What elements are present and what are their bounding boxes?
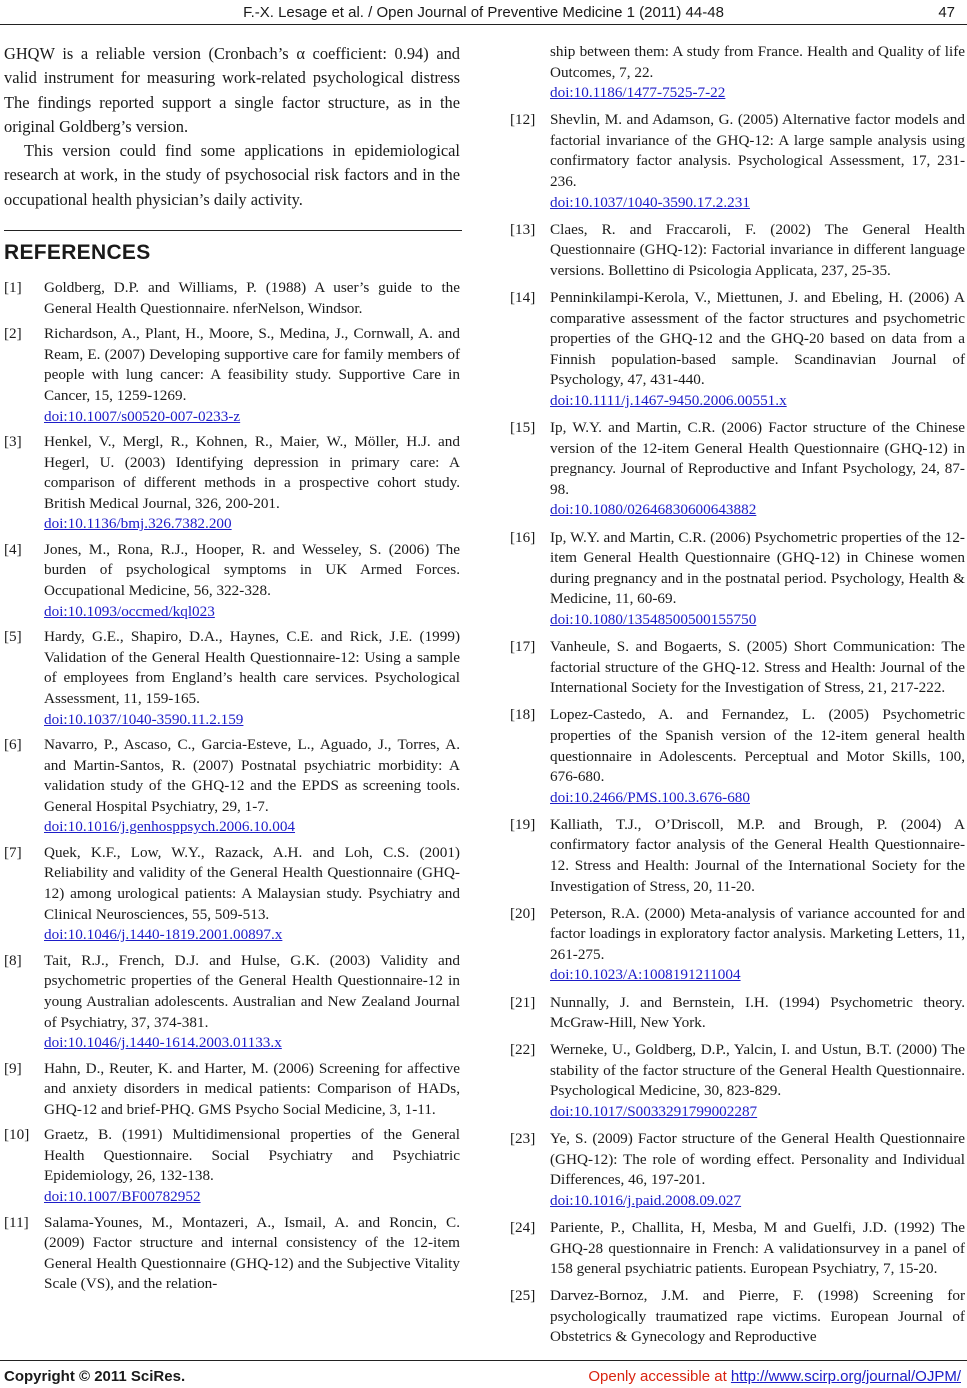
reference-doi-link[interactable]: doi:10.1007/BF00782952 [44,1188,201,1206]
reference-doi-link[interactable]: doi:10.1023/A:1008191211004 [550,966,741,984]
reference-number: [6] [4,736,22,753]
reference-number: [13] [510,220,536,238]
reference-doi-link[interactable]: doi:10.1037/1040-3590.17.2.231 [550,193,750,211]
reference-doi-link[interactable]: doi:10.1080/13548500500155750 [550,610,757,628]
references-heading: REFERENCES [4,241,151,265]
reference-text: Ip, W.Y. and Martin, C.R. (2006) Psychometric properties of the 12-item General Health Questionnaire (GHQ-12) in Chinese women during pregnancy and in the postnatal period. Psychology, Health & Medicine, 11, 60-69. [550,528,965,608]
reference-item [510,637,965,699]
reference-text: Henkel, V., Mergl, R., Kohnen, R., Maier, W., Möller, H.J. and Hegerl, U. (2003) Identifying depression in primary care: A comparison of different methods in a prospective cohort study. British Medical Journal, 326, 200-201. [44,433,460,512]
page-header [0,4,967,24]
reference-number: [16] [510,528,536,546]
reference-number: [5] [4,628,22,646]
reference-text: Jones, M., Rona, R.J., Hooper, R. and Wesseley, S. (2006) The burden of psychological symptoms in UK Armed Forces. Occupational Medicine, 56, 322-328. [44,540,460,600]
reference-doi-link[interactable]: doi:10.1080/02646830600643882 [550,501,757,519]
reference-text: Salama-Younes, M., Montazeri, A., Ismail, A. and Roncin, C. (2009) Factor structure and internal consistency of the 12-item General Health Questionnaire (GHQ-12) and the Subjective Vitality Scale (VS), and the relation- [44,1213,460,1293]
reference-number: [12] [510,111,536,129]
reference-list-left [4,278,460,1295]
reference-item [4,1125,460,1207]
reference-item [510,1129,965,1211]
reference-text: Nunnally, J. and Bernstein, I.H. (1994) Psychometric theory. McGraw-Hill, New York. [550,993,965,1032]
reference-item [510,288,965,412]
left-column [4,42,460,1300]
reference-item [510,1218,965,1280]
reference-doi-link[interactable]: doi:10.1046/j.1440-1819.2001.00897.x [44,926,283,944]
reference-number: [23] [510,1130,536,1148]
reference-item [510,220,965,282]
header-rule [0,24,967,25]
reference-item [4,432,460,535]
reference-item [4,278,460,319]
running-title: F.-X. Lesage et al. / Open Journal of Preventive Medicine 1 (2011) 44-48 [243,4,724,21]
reference-text: Penninkilampi-Kerola, V., Miettunen, J. and Ebeling, H. (2006) A comparative assessment of the factor structures and psychometric properties of the GHQ-12 and the GHQ-20 based on data from a Finnish population-based sample. Scandinavian Journal of Psychology, 47, 431-440. [550,289,965,389]
reference-text: Lopez-Castedo, A. and Fernandez, L. (2005) Psychometric properties of the Spanish version of the 12-item general health questionnaire in Adolescents. Perceptual and Motor Skills, 100, 676-680. [550,706,965,786]
reference-item [510,904,965,986]
reference-doi-link[interactable]: doi:10.1186/1477-7525-7-22 [550,84,726,102]
reference-number: [7] [4,843,22,861]
body-paragraph-1: GHQW is a reliable version (Cronbach’s α coefficient: 0.94) and valid instrument for measuring work-related psychological distress The findings reported support a single factor structure, as in the original Goldberg’s version. [4,44,460,136]
reference-number: [9] [4,1059,22,1077]
reference-text: Ip, W.Y. and Martin, C.R. (2006) Factor structure of the Chinese version of the 12-item General Health Questionnaire (GHQ-12) in pregnancy. Journal of Reproductive and Infant Psychology, 24, 87-98. [550,419,965,498]
reference-text: Tait, R.J., French, D.J. and Hulse, G.K. (2003) Validity and psychometric properties of the General Health Questionnaire-12 in young Australian adolescents. Australian and New Zealand Journal of Psychiatry, 37, 374-381. [44,951,460,1031]
reference-item [510,815,965,897]
reference-item [4,1213,460,1295]
reference-item [510,1040,965,1122]
reference-doi-link[interactable]: doi:10.1037/1040-3590.11.2.159 [44,710,244,728]
reference-number: [25] [510,1287,536,1305]
reference-item [510,1286,965,1348]
reference-text: Werneke, U., Goldberg, D.P., Yalcin, I. and Ustun, B.T. (2000) The stability of the factor structure of the General Health Questionnaire. Psychological Medicine, 30, 823-829. [550,1041,965,1100]
reference-item [4,843,460,946]
reference-item [4,1059,460,1121]
reference-list-right [510,42,965,1348]
reference-text: Kalliath, T.J., O’Driscoll, M.P. and Brough, P. (2004) A confirmatory factor analysis of the General Health Questionnaire-12. Stress and Health: Journal of the International Society for the Investigation of Stress, 20, 11-20. [550,815,965,895]
reference-number: [11] [4,1213,29,1231]
reference-text: Darvez-Bornoz, J.M. and Pierre, F. (1998) Screening for psychologically traumatized rape victims. European Journal of Obstetrics & Gynecology and Reproductive [550,1287,965,1346]
reference-item [4,951,460,1054]
reference-number: [17] [510,638,536,656]
reference-text: Quek, K.F., Low, W.Y., Razack, A.H. and Loh, C.S. (2001) Reliability and validity of the General Health Questionnaire (GHQ-12) among urological patients: A Malaysian study. Psychiatry and Clinical Neurosciences, 55, 509-513. [44,843,460,923]
reference-doi-link[interactable]: doi:10.1136/bmj.326.7382.200 [44,515,232,533]
reference-number: [19] [510,815,536,833]
reference-text: Vanheule, S. and Bogaerts, S. (2005) Short Communication: The factorial structure of the GHQ-12. Stress and Health: Journal of the International Society for the Investigation of Stress, 21, 217-222. [550,638,965,697]
reference-text: Richardson, A., Plant, H., Moore, S., Medina, J., Cornwall, A. and Ream, E. (2007) Developing supportive care for family members of people with lung cancer: A feasibility study. Supportive Care in Cancer, 15, 1259-1269. [44,325,460,404]
reference-item [4,324,460,427]
reference-text: Hardy, G.E., Shapiro, D.A., Haynes, C.E. and Rick, J.E. (1999) Validation of the General Health Questionnaire-12: Using a sample of employees from England’s health care services. Psychological Assessment, 11, 159-165. [44,628,460,707]
open-access-notice [588,1368,961,1385]
reference-text: Ye, S. (2009) Factor structure of the General Health Questionnaire (GHQ-12): The role of wording effect. Personality and Individual Differences, 46, 197-201. [550,1130,965,1189]
reference-number: [20] [510,904,536,922]
page-number: 47 [938,4,955,21]
reference-doi-link[interactable]: doi:10.1017/S0033291799002287 [550,1103,758,1120]
reference-doi-link[interactable]: doi:10.2466/PMS.100.3.676-680 [550,788,750,806]
reference-number: [10] [4,1126,30,1144]
reference-number: [24] [510,1218,536,1236]
page-footer [0,1360,967,1384]
right-column [510,42,965,1355]
reference-number: [1] [4,279,22,297]
reference-doi-link[interactable]: doi:10.1093/occmed/kql023 [44,602,215,620]
reference-item [510,42,965,104]
reference-text: ship between them: A study from France. Health and Quality of life Outcomes, 7, 22. [550,43,965,81]
reference-number: [4] [4,540,22,558]
reference-text: Goldberg, D.P. and Williams, P. (1988) A user’s guide to the General Health Questionnaire. nferNelson, Windsor. [44,279,460,317]
reference-text: Shevlin, M. and Adamson, G. (2005) Alternative factor models and factorial invariance of the GHQ-12: A large sample analysis using confirmatory factor analysis. Psychological Assessment, 17, 231-236. [550,111,965,191]
body-paragraph-2: This version could find some applications in epidemiological research at work, in the study of psychosocial risk factors and in the occupational health physician’s daily activity. [4,141,460,209]
open-access-label: Openly accessible at [588,1368,727,1385]
reference-text: Peterson, R.A. (2000) Meta-analysis of variance accounted for and factor loadings in exploratory factor analysis. Marketing Letters, 11, 261-275. [550,904,965,963]
journal-link[interactable]: http://www.scirp.org/journal/OJPM/ [730,1368,961,1385]
reference-doi-link[interactable]: doi:10.1016/j.paid.2008.09.027 [550,1191,742,1209]
reference-item [510,705,965,808]
reference-number: [14] [510,289,536,307]
reference-text: Navarro, P., Ascaso, C., Garcia-Esteve, L., Aguado, J., Torres, A. and Martin-Santos, R. (2007) Postnatal psychiatric morbidity: A validation study of the GHQ-12 and the EPDS as screening tools. General Hospital Psychiatry, 29, 1-7. [44,736,460,815]
reference-text: Graetz, B. (1991) Multidimensional properties of the General Health Questionnaire. Social Psychiatry and Psychiatric Epidemiology, 26, 132-138. [44,1126,460,1185]
reference-number: [15] [510,419,536,437]
reference-number: [22] [510,1041,536,1059]
reference-item [4,540,460,622]
copyright-notice: Copyright © 2011 SciRes. [4,1368,186,1385]
reference-item [510,110,965,213]
reference-text: Claes, R. and Fraccaroli, F. (2002) The General Health Questionnaire (GHQ-12): Factorial invariance in different language versions. Bollettino di Psicologia Applicata, 237, 25-35. [550,220,965,279]
reference-number: [18] [510,706,536,724]
reference-doi-link[interactable]: doi:10.1007/s00520-007-0233-z [44,407,241,425]
reference-item [510,418,965,521]
reference-text: Pariente, P., Challita, H, Mesba, M and Guelfi, J.D. (1992) The GHQ-28 questionnaire in French: A validationsurvey in a panel of 158 general psychiatric patients. European Psychiatry, 7, 15-20. [550,1218,965,1278]
reference-number: [8] [4,951,22,969]
reference-number: [3] [4,433,22,451]
reference-item [4,627,460,730]
footer-rule [0,1360,967,1361]
reference-item [510,993,965,1034]
reference-doi-link[interactable]: doi:10.1111/j.1467-9450.2006.00551.x [550,392,787,409]
reference-number: [2] [4,325,22,343]
reference-doi-link[interactable]: doi:10.1016/j.genhosppsych.2006.10.004 [44,818,296,836]
reference-item [510,528,965,631]
reference-item [4,735,460,838]
references-rule [4,230,462,231]
reference-text: Hahn, D., Reuter, K. and Harter, M. (2006) Screening for affective and anxiety disorders in medical patients: Comparison of HADs, GHQ-12 and brief-PHQ. GMS Psycho Social Medicine, 3, 1-11. [44,1059,460,1118]
reference-doi-link[interactable]: doi:10.1046/j.1440-1614.2003.01133.x [44,1034,282,1052]
reference-number: [21] [510,993,536,1011]
